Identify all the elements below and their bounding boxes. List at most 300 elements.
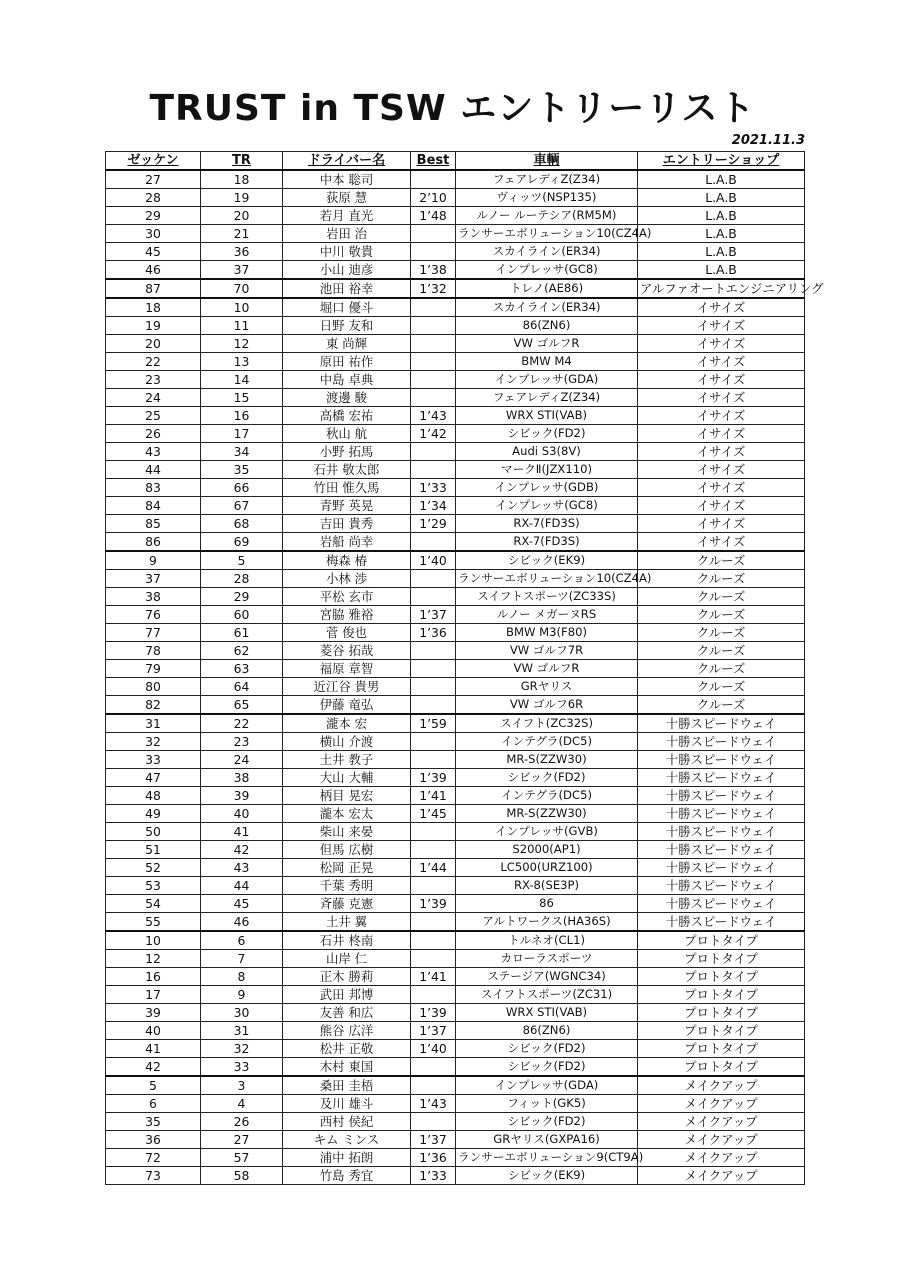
cell-number: 73 bbox=[106, 1167, 201, 1185]
cell-number: 20 bbox=[106, 335, 201, 353]
cell-car: ランサーエボリューション10(CZ4A) bbox=[456, 570, 638, 588]
cell-driver: 松井 正敬 bbox=[283, 1040, 411, 1058]
cell-best: 1’29 bbox=[411, 515, 456, 533]
cell-best bbox=[411, 660, 456, 678]
cell-best: 1’41 bbox=[411, 787, 456, 805]
cell-car: インテグラ(DC5) bbox=[456, 733, 638, 751]
cell-driver: 土井 教子 bbox=[283, 751, 411, 769]
cell-car: RX-7(FD3S) bbox=[456, 515, 638, 533]
cell-shop: 十勝スピードウェイ bbox=[638, 733, 805, 751]
cell-best: 1’33 bbox=[411, 1167, 456, 1185]
table-row bbox=[106, 515, 805, 533]
cell-tr: 28 bbox=[201, 570, 283, 588]
cell-tr: 22 bbox=[201, 714, 283, 733]
cell-tr: 60 bbox=[201, 606, 283, 624]
cell-number: 39 bbox=[106, 1004, 201, 1022]
cell-driver: 宮脇 雅裕 bbox=[283, 606, 411, 624]
cell-car: トルネオ(CL1) bbox=[456, 931, 638, 950]
cell-best bbox=[411, 443, 456, 461]
cell-driver: 瀧本 宏 bbox=[283, 714, 411, 733]
table-row bbox=[106, 859, 805, 877]
cell-car: インプレッサ(GC8) bbox=[456, 497, 638, 515]
table-row bbox=[106, 1131, 805, 1149]
cell-number: 18 bbox=[106, 298, 201, 317]
cell-car: ランサーエボリューション9(CT9A) bbox=[456, 1149, 638, 1167]
cell-car: フェアレディZ(Z34) bbox=[456, 170, 638, 189]
table-row bbox=[106, 1022, 805, 1040]
cell-number: 44 bbox=[106, 461, 201, 479]
cell-best: 1’34 bbox=[411, 497, 456, 515]
cell-number: 54 bbox=[106, 895, 201, 913]
cell-shop: イサイズ bbox=[638, 353, 805, 371]
cell-car: 86(ZN6) bbox=[456, 317, 638, 335]
cell-driver: 斉藤 克憲 bbox=[283, 895, 411, 913]
cell-best bbox=[411, 588, 456, 606]
page-title: TRUST in TSW エントリーリスト bbox=[149, 88, 756, 129]
cell-driver: 桑田 圭梧 bbox=[283, 1076, 411, 1095]
cell-tr: 24 bbox=[201, 751, 283, 769]
cell-best bbox=[411, 371, 456, 389]
cell-best bbox=[411, 317, 456, 335]
cell-shop: クルーズ bbox=[638, 624, 805, 642]
cell-shop: イサイズ bbox=[638, 515, 805, 533]
cell-car: WRX STI(VAB) bbox=[456, 1004, 638, 1022]
table-row bbox=[106, 696, 805, 715]
cell-best: 1’36 bbox=[411, 624, 456, 642]
cell-number: 43 bbox=[106, 443, 201, 461]
table-row bbox=[106, 950, 805, 968]
column-header-tr: TR bbox=[201, 152, 283, 171]
table-row bbox=[106, 642, 805, 660]
cell-driver: 千葉 秀明 bbox=[283, 877, 411, 895]
cell-number: 87 bbox=[106, 279, 201, 298]
cell-number: 52 bbox=[106, 859, 201, 877]
table-row bbox=[106, 1167, 805, 1185]
cell-shop: クルーズ bbox=[638, 678, 805, 696]
cell-shop: L.A.B bbox=[638, 207, 805, 225]
cell-tr: 21 bbox=[201, 225, 283, 243]
cell-number: 33 bbox=[106, 751, 201, 769]
cell-best: 1’32 bbox=[411, 279, 456, 298]
cell-number: 76 bbox=[106, 606, 201, 624]
cell-tr: 18 bbox=[201, 170, 283, 189]
cell-driver: 柴山 来晏 bbox=[283, 823, 411, 841]
cell-driver: 近江谷 貴男 bbox=[283, 678, 411, 696]
table-body bbox=[106, 170, 824, 1185]
table-row bbox=[106, 588, 805, 606]
cell-number: 36 bbox=[106, 1131, 201, 1149]
table-row bbox=[106, 551, 805, 570]
cell-number: 35 bbox=[106, 1113, 201, 1131]
cell-tr: 36 bbox=[201, 243, 283, 261]
table-row bbox=[106, 317, 805, 335]
cell-tr: 31 bbox=[201, 1022, 283, 1040]
cell-shop: プロトタイプ bbox=[638, 931, 805, 950]
cell-best bbox=[411, 225, 456, 243]
cell-best bbox=[411, 931, 456, 950]
table-row bbox=[106, 353, 805, 371]
cell-tr: 62 bbox=[201, 642, 283, 660]
cell-driver: 及川 雄斗 bbox=[283, 1095, 411, 1113]
cell-number: 51 bbox=[106, 841, 201, 859]
cell-shop: メイクアップ bbox=[638, 1167, 805, 1185]
cell-number: 31 bbox=[106, 714, 201, 733]
cell-car: フェアレディZ(Z34) bbox=[456, 389, 638, 407]
table-row bbox=[106, 497, 805, 515]
cell-tr: 58 bbox=[201, 1167, 283, 1185]
cell-best bbox=[411, 751, 456, 769]
cell-car: シビック(FD2) bbox=[456, 1113, 638, 1131]
cell-tr: 27 bbox=[201, 1131, 283, 1149]
table-row bbox=[106, 407, 805, 425]
cell-best bbox=[411, 570, 456, 588]
cell-car: MR-S(ZZW30) bbox=[456, 751, 638, 769]
cell-number: 42 bbox=[106, 1058, 201, 1077]
cell-shop: クルーズ bbox=[638, 660, 805, 678]
cell-shop: 十勝スピードウェイ bbox=[638, 769, 805, 787]
cell-shop: イサイズ bbox=[638, 479, 805, 497]
cell-driver: 熊谷 広洋 bbox=[283, 1022, 411, 1040]
table-row bbox=[106, 279, 805, 298]
cell-tr: 70 bbox=[201, 279, 283, 298]
cell-tr: 43 bbox=[201, 859, 283, 877]
cell-car: BMW M3(F80) bbox=[456, 624, 638, 642]
cell-best bbox=[411, 913, 456, 932]
column-header-number: ゼッケン bbox=[106, 152, 201, 171]
table-row bbox=[106, 261, 805, 280]
table-row bbox=[106, 624, 805, 642]
cell-driver: 竹田 惟久馬 bbox=[283, 479, 411, 497]
entry-list-table bbox=[105, 151, 824, 1185]
cell-number: 50 bbox=[106, 823, 201, 841]
cell-car: シビック(EK9) bbox=[456, 551, 638, 570]
table-row bbox=[106, 1058, 805, 1077]
cell-driver: 中川 敬貴 bbox=[283, 243, 411, 261]
table-row bbox=[106, 660, 805, 678]
cell-number: 5 bbox=[106, 1076, 201, 1095]
table-row bbox=[106, 769, 805, 787]
cell-car: GRヤリス bbox=[456, 678, 638, 696]
cell-number: 82 bbox=[106, 696, 201, 715]
cell-driver: 菅 俊也 bbox=[283, 624, 411, 642]
cell-shop: 十勝スピードウェイ bbox=[638, 751, 805, 769]
cell-shop: 十勝スピードウェイ bbox=[638, 913, 805, 932]
cell-number: 16 bbox=[106, 968, 201, 986]
cell-tr: 45 bbox=[201, 895, 283, 913]
cell-shop: メイクアップ bbox=[638, 1131, 805, 1149]
cell-tr: 39 bbox=[201, 787, 283, 805]
cell-number: 25 bbox=[106, 407, 201, 425]
cell-shop: L.A.B bbox=[638, 243, 805, 261]
table-row bbox=[106, 678, 805, 696]
cell-shop: イサイズ bbox=[638, 389, 805, 407]
cell-best bbox=[411, 389, 456, 407]
cell-best: 1’38 bbox=[411, 261, 456, 280]
cell-best bbox=[411, 243, 456, 261]
cell-driver: 日野 友和 bbox=[283, 317, 411, 335]
cell-number: 83 bbox=[106, 479, 201, 497]
cell-best: 1’59 bbox=[411, 714, 456, 733]
cell-shop: クルーズ bbox=[638, 606, 805, 624]
cell-car: インテグラ(DC5) bbox=[456, 787, 638, 805]
cell-best bbox=[411, 678, 456, 696]
cell-best bbox=[411, 353, 456, 371]
table-row bbox=[106, 170, 805, 189]
cell-best bbox=[411, 986, 456, 1004]
cell-tr: 13 bbox=[201, 353, 283, 371]
cell-driver: 浦中 拓朗 bbox=[283, 1149, 411, 1167]
cell-number: 6 bbox=[106, 1095, 201, 1113]
cell-best: 1’39 bbox=[411, 769, 456, 787]
cell-number: 45 bbox=[106, 243, 201, 261]
cell-shop: プロトタイプ bbox=[638, 1004, 805, 1022]
cell-shop: 十勝スピードウェイ bbox=[638, 877, 805, 895]
cell-best bbox=[411, 823, 456, 841]
cell-tr: 64 bbox=[201, 678, 283, 696]
table-row bbox=[106, 243, 805, 261]
table-row bbox=[106, 751, 805, 769]
cell-best bbox=[411, 950, 456, 968]
cell-best: 1’44 bbox=[411, 859, 456, 877]
cell-shop: プロトタイプ bbox=[638, 1022, 805, 1040]
cell-tr: 33 bbox=[201, 1058, 283, 1077]
cell-driver: 原田 祐作 bbox=[283, 353, 411, 371]
cell-tr: 15 bbox=[201, 389, 283, 407]
cell-number: 38 bbox=[106, 588, 201, 606]
cell-best: 1’37 bbox=[411, 1131, 456, 1149]
cell-driver: 柄目 晃宏 bbox=[283, 787, 411, 805]
cell-tr: 20 bbox=[201, 207, 283, 225]
cell-best bbox=[411, 733, 456, 751]
cell-tr: 17 bbox=[201, 425, 283, 443]
cell-number: 72 bbox=[106, 1149, 201, 1167]
cell-best: 1’39 bbox=[411, 1004, 456, 1022]
cell-best: 1’45 bbox=[411, 805, 456, 823]
cell-driver: 小山 迪彦 bbox=[283, 261, 411, 280]
cell-best: 1’43 bbox=[411, 1095, 456, 1113]
cell-car: スカイライン(ER34) bbox=[456, 298, 638, 317]
cell-shop: L.A.B bbox=[638, 170, 805, 189]
cell-car: シビック(FD2) bbox=[456, 1058, 638, 1077]
cell-tr: 46 bbox=[201, 913, 283, 932]
cell-best: 2’10 bbox=[411, 189, 456, 207]
table-row bbox=[106, 479, 805, 497]
cell-car: RX-8(SE3P) bbox=[456, 877, 638, 895]
cell-best bbox=[411, 696, 456, 715]
cell-shop: イサイズ bbox=[638, 533, 805, 552]
cell-number: 86 bbox=[106, 533, 201, 552]
table-row bbox=[106, 1040, 805, 1058]
cell-car: VW ゴルフ6R bbox=[456, 696, 638, 715]
table-row bbox=[106, 986, 805, 1004]
cell-shop: 十勝スピードウェイ bbox=[638, 805, 805, 823]
cell-car: MR-S(ZZW30) bbox=[456, 805, 638, 823]
column-header-driver: ドライバー名 bbox=[283, 152, 411, 171]
cell-best bbox=[411, 841, 456, 859]
cell-driver: 横山 介渡 bbox=[283, 733, 411, 751]
table-row bbox=[106, 461, 805, 479]
cell-car: インプレッサ(GDB) bbox=[456, 479, 638, 497]
cell-driver: 石井 柊南 bbox=[283, 931, 411, 950]
cell-number: 32 bbox=[106, 733, 201, 751]
cell-car: アルトワークス(HA36S) bbox=[456, 913, 638, 932]
cell-best bbox=[411, 877, 456, 895]
cell-driver: 正木 勝莉 bbox=[283, 968, 411, 986]
cell-number: 26 bbox=[106, 425, 201, 443]
cell-shop: L.A.B bbox=[638, 189, 805, 207]
cell-number: 22 bbox=[106, 353, 201, 371]
column-header-car: 車輌 bbox=[456, 152, 638, 171]
cell-shop: プロトタイプ bbox=[638, 968, 805, 986]
table-row bbox=[106, 805, 805, 823]
cell-car: インプレッサ(GDA) bbox=[456, 1076, 638, 1095]
cell-tr: 14 bbox=[201, 371, 283, 389]
cell-tr: 9 bbox=[201, 986, 283, 1004]
cell-shop: イサイズ bbox=[638, 317, 805, 335]
cell-shop: 十勝スピードウェイ bbox=[638, 895, 805, 913]
cell-best bbox=[411, 533, 456, 552]
cell-driver: 武田 邦博 bbox=[283, 986, 411, 1004]
cell-number: 37 bbox=[106, 570, 201, 588]
cell-car: スイフト(ZC32S) bbox=[456, 714, 638, 733]
cell-number: 85 bbox=[106, 515, 201, 533]
cell-car: シビック(FD2) bbox=[456, 1040, 638, 1058]
cell-shop: イサイズ bbox=[638, 443, 805, 461]
cell-tr: 16 bbox=[201, 407, 283, 425]
cell-best bbox=[411, 335, 456, 353]
cell-car: LC500(URZ100) bbox=[456, 859, 638, 877]
table-row bbox=[106, 425, 805, 443]
cell-number: 77 bbox=[106, 624, 201, 642]
cell-car: シビック(FD2) bbox=[456, 425, 638, 443]
table-row bbox=[106, 389, 805, 407]
cell-car: S2000(AP1) bbox=[456, 841, 638, 859]
cell-driver: 菱谷 拓哉 bbox=[283, 642, 411, 660]
cell-shop: イサイズ bbox=[638, 497, 805, 515]
cell-driver: 高橋 宏祐 bbox=[283, 407, 411, 425]
cell-car: GRヤリス(GXPA16) bbox=[456, 1131, 638, 1149]
table-row bbox=[106, 189, 805, 207]
cell-driver: 山岸 仁 bbox=[283, 950, 411, 968]
cell-tr: 57 bbox=[201, 1149, 283, 1167]
table-row bbox=[106, 1149, 805, 1167]
cell-driver: 岩田 治 bbox=[283, 225, 411, 243]
cell-driver: 瀧本 宏太 bbox=[283, 805, 411, 823]
cell-tr: 30 bbox=[201, 1004, 283, 1022]
cell-tr: 19 bbox=[201, 189, 283, 207]
cell-shop: 十勝スピードウェイ bbox=[638, 841, 805, 859]
cell-tr: 37 bbox=[201, 261, 283, 280]
cell-best: 1’40 bbox=[411, 1040, 456, 1058]
cell-shop: 十勝スピードウェイ bbox=[638, 823, 805, 841]
cell-number: 10 bbox=[106, 931, 201, 950]
cell-car: VW ゴルフR bbox=[456, 660, 638, 678]
cell-shop: クルーズ bbox=[638, 696, 805, 715]
cell-number: 49 bbox=[106, 805, 201, 823]
table-row bbox=[106, 298, 805, 317]
cell-number: 41 bbox=[106, 1040, 201, 1058]
table-row bbox=[106, 841, 805, 859]
cell-driver: 土井 翼 bbox=[283, 913, 411, 932]
cell-best: 1’37 bbox=[411, 1022, 456, 1040]
cell-driver: 吉田 貴秀 bbox=[283, 515, 411, 533]
cell-tr: 63 bbox=[201, 660, 283, 678]
document-date: 2021.11.3 bbox=[731, 133, 805, 148]
cell-number: 80 bbox=[106, 678, 201, 696]
table-row bbox=[106, 714, 805, 733]
cell-best: 1’39 bbox=[411, 895, 456, 913]
cell-driver: 平松 玄市 bbox=[283, 588, 411, 606]
cell-tr: 68 bbox=[201, 515, 283, 533]
table-row bbox=[106, 570, 805, 588]
cell-shop: イサイズ bbox=[638, 371, 805, 389]
cell-best bbox=[411, 1058, 456, 1077]
cell-car: インプレッサ(GVB) bbox=[456, 823, 638, 841]
cell-shop: イサイズ bbox=[638, 461, 805, 479]
cell-tr: 4 bbox=[201, 1095, 283, 1113]
table-row bbox=[106, 533, 805, 552]
cell-tr: 40 bbox=[201, 805, 283, 823]
cell-tr: 42 bbox=[201, 841, 283, 859]
cell-driver: 小林 渉 bbox=[283, 570, 411, 588]
cell-driver: 松岡 正晃 bbox=[283, 859, 411, 877]
cell-car: トレノ(AE86) bbox=[456, 279, 638, 298]
cell-shop: メイクアップ bbox=[638, 1149, 805, 1167]
cell-number: 78 bbox=[106, 642, 201, 660]
cell-tr: 12 bbox=[201, 335, 283, 353]
cell-shop: イサイズ bbox=[638, 407, 805, 425]
table-row bbox=[106, 606, 805, 624]
cell-driver: 若月 直光 bbox=[283, 207, 411, 225]
cell-driver: 渡邊 駿 bbox=[283, 389, 411, 407]
cell-car: ヴィッツ(NSP135) bbox=[456, 189, 638, 207]
cell-driver: 秋山 航 bbox=[283, 425, 411, 443]
cell-car: ルノー メガーヌRS bbox=[456, 606, 638, 624]
cell-shop: プロトタイプ bbox=[638, 986, 805, 1004]
cell-tr: 3 bbox=[201, 1076, 283, 1095]
table-row bbox=[106, 207, 805, 225]
column-header-best: Best bbox=[411, 152, 456, 171]
cell-number: 55 bbox=[106, 913, 201, 932]
cell-car: スイフトスポーツ(ZC31) bbox=[456, 986, 638, 1004]
cell-car: ランサーエボリューション10(CZ4A) bbox=[456, 225, 638, 243]
cell-shop: イサイズ bbox=[638, 298, 805, 317]
cell-car: フィット(GK5) bbox=[456, 1095, 638, 1113]
cell-car: Audi S3(8V) bbox=[456, 443, 638, 461]
cell-best bbox=[411, 1076, 456, 1095]
table-header-row bbox=[106, 152, 805, 171]
cell-best: 1’48 bbox=[411, 207, 456, 225]
cell-car: シビック(EK9) bbox=[456, 1167, 638, 1185]
cell-number: 29 bbox=[106, 207, 201, 225]
column-header-shop: エントリーショップ bbox=[638, 152, 805, 171]
cell-best bbox=[411, 642, 456, 660]
cell-driver: 伊藤 竜弘 bbox=[283, 696, 411, 715]
cell-car: 86 bbox=[456, 895, 638, 913]
cell-car: スイフトスポーツ(ZC33S) bbox=[456, 588, 638, 606]
cell-shop: プロトタイプ bbox=[638, 950, 805, 968]
cell-driver: 梅森 椿 bbox=[283, 551, 411, 570]
cell-car: WRX STI(VAB) bbox=[456, 407, 638, 425]
cell-tr: 35 bbox=[201, 461, 283, 479]
cell-driver: 福原 章智 bbox=[283, 660, 411, 678]
cell-car: 86(ZN6) bbox=[456, 1022, 638, 1040]
cell-driver: 友善 和広 bbox=[283, 1004, 411, 1022]
cell-shop: イサイズ bbox=[638, 425, 805, 443]
cell-driver: 石井 敬太郎 bbox=[283, 461, 411, 479]
table-row bbox=[106, 823, 805, 841]
table-row bbox=[106, 371, 805, 389]
